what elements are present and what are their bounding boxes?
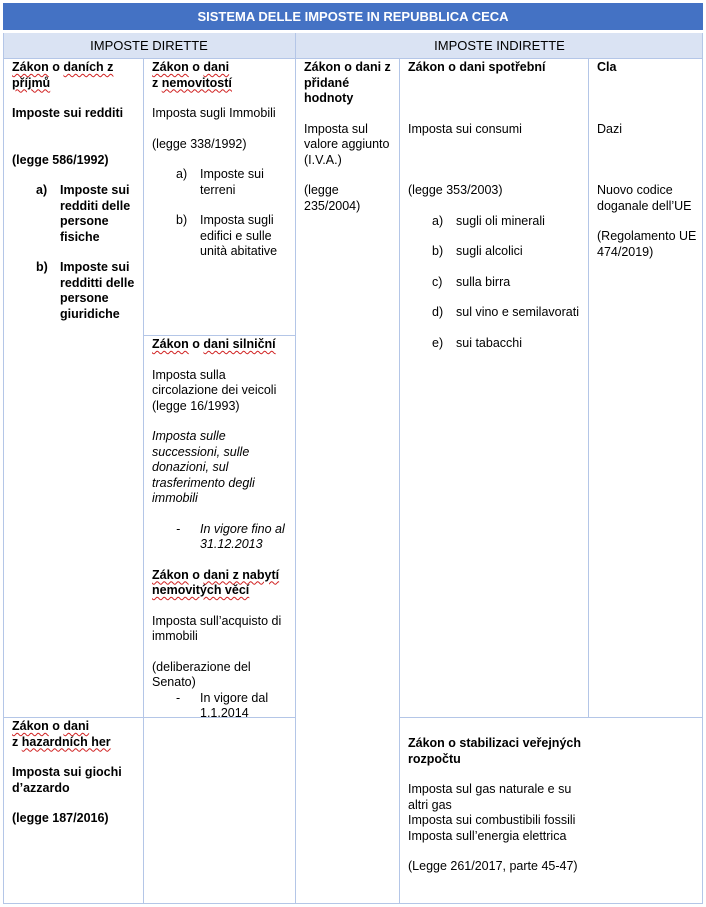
cell-line: Imposta sull’energia elettrica [408,828,567,843]
cell-law: (legge 586/1992) [12,152,109,167]
cell-road-tax [152,337,292,722]
cell-line: Imposta sul gas naturale e su altri gas [408,782,572,812]
cell-excise [408,60,586,351]
cell-customs [597,60,699,260]
cell-budget-stabilization [408,736,592,875]
cell-italic-note: Imposta sulle successioni, sulle donazioni, sul trasferimento degli immobili [152,429,255,505]
cell-title: Zákon o daních z příjmů [12,60,114,90]
list-item: b) sugli alcolici [432,244,523,258]
list-item: c) sulla birra [432,274,511,289]
list-item: b) Imposte sui redditti delle persone giuridiche [36,260,135,321]
cell-title: Zákon o stabilizaci veřejných rozpočtu [408,736,581,766]
cell-law: (legge 235/2004) [304,183,361,213]
list-item: d) sul vino e semilavorati [432,305,579,319]
cell-gambling-tax [12,719,140,827]
cell-law: (legge 187/2016) [12,811,109,825]
cell-title-2: Zákon o dani z nabytí nemovitých věcí [152,567,280,597]
dash-item: - In vigore dal 1.1.2014 [176,690,269,720]
border-right [702,33,703,904]
header-indirette: IMPOSTE INDIRETTE [296,33,703,58]
cell-subtitle-2: Imposta sull’acquisto di immobili [152,613,282,643]
cell-law: (Legge 261/2017, parte 45-47) [408,859,578,873]
header-divider [3,58,703,59]
row-divider-col2 [143,335,295,336]
cell-title: Zákon o dani z přidané hodnoty [304,60,391,105]
cell-title: Cla [597,60,617,74]
cell-title: Zákon o dani silniční [152,337,276,351]
cell-law: (legge 353/2003) [408,183,503,197]
border-bottom [3,903,703,904]
cell-title: Zákon o dani spotřební [408,60,546,74]
cell-subtitle: Imposta sui giochi d’azzardo [12,765,122,795]
cell-vat [304,60,396,214]
list-item: a) Imposte sui terreni [176,167,264,197]
cell-subtitle: Dazi [597,121,623,136]
list-item: e) sui tabacchi [432,335,523,350]
cell-subtitle: Imposte sui redditi [12,106,124,120]
list-item: a) sugli oli minerali [432,213,545,228]
tax-table [3,3,703,904]
border-left [3,33,4,904]
cell-law-2: (deliberazione del Senato) [152,659,251,689]
cell-subtitle: Imposta sulla circolazione dei veicoli (legge 16/1993) [152,367,277,413]
col-divider-1 [143,58,144,904]
table-title: SISTEMA DELLE IMPOSTE IN REPUBBLICA CECA [3,3,703,30]
list-item: a) Imposte sui redditi delle persone fisiche [36,183,131,244]
cell-text: Nuovo codice doganale dell’UE [597,183,692,213]
col-divider-3 [399,58,400,904]
header-dirette: IMPOSTE DIRETTE [3,33,295,58]
list-item: b) Imposta sugli edifici e sulle unità abitative [176,213,278,258]
cell-subtitle: Imposta sugli Immobili [152,106,276,120]
row-divider-right [399,717,703,718]
cell-law: (legge 338/1992) [152,136,247,151]
col-divider-4 [588,58,589,718]
dash-item: - In vigore fino al 31.12.2013 [176,521,285,551]
col-divider-2 [295,33,296,904]
cell-subtitle: Imposta sul valore aggiunto (I.V.A.) [304,121,390,167]
cell-law: (Regolamento UE 474/2019) [597,229,697,259]
cell-title: Zákon o dani z hazardních her [12,719,111,749]
cell-line: Imposta sui combustibili fossili [408,813,576,827]
cell-subtitle: Imposta sui consumi [408,121,522,136]
cell-income-tax [12,60,140,322]
cell-title: Zákon o dani z nemovitostí [152,60,232,90]
cell-property-tax [152,60,292,260]
